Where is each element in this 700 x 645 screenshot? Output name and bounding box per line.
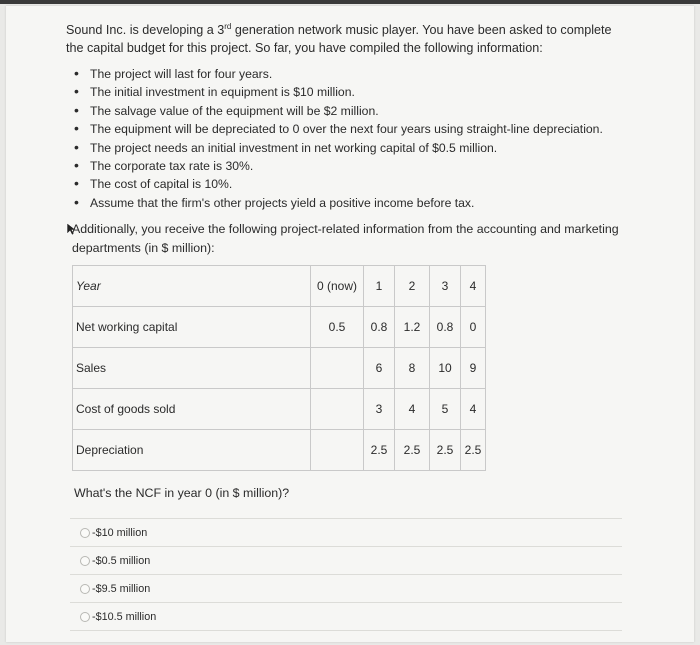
- row-label: Depreciation: [73, 430, 311, 471]
- table-cell: 0.5: [311, 307, 364, 348]
- table-cell: 2.5: [430, 430, 461, 471]
- table-header-cell: 4: [461, 266, 486, 307]
- table-cell: 1.2: [395, 307, 430, 348]
- table-cell: 3: [364, 389, 395, 430]
- table-cell: 2.5: [395, 430, 430, 471]
- answer-option[interactable]: [70, 603, 622, 631]
- radio-button[interactable]: [80, 528, 90, 538]
- intro-text-2: generation network music player. You have been asked to complete the capital budget for this project. So far, you have compiled the following information:: [66, 23, 612, 56]
- radio-button[interactable]: [80, 556, 90, 566]
- additional-info-text: Additionally, you receive the following project-related information from the accounting and marketing departments (in $ million):: [72, 222, 619, 255]
- radio-button[interactable]: [80, 584, 90, 594]
- intro-text-1: Sound Inc. is developing a 3: [66, 23, 225, 38]
- row-label: Net working capital: [73, 307, 311, 348]
- option-label[interactable]: -$0.5 million: [92, 555, 151, 567]
- answer-option[interactable]: [70, 518, 622, 547]
- table-cell: 9: [461, 348, 486, 389]
- project-data-table: [72, 265, 486, 471]
- radio-button[interactable]: [80, 612, 90, 622]
- question-text: What's the NCF in year 0 (in $ million)?: [74, 486, 290, 500]
- bullet-item: • The cost of capital is 10%.: [74, 174, 603, 192]
- table-cell: [311, 389, 364, 430]
- table-row: [73, 348, 486, 389]
- answer-option[interactable]: [70, 547, 622, 575]
- table-header-cell: 2: [395, 266, 430, 307]
- table-header-cell: 1: [364, 266, 395, 307]
- table-cell: 8: [395, 348, 430, 389]
- table-header-year: Year: [73, 266, 311, 307]
- table-cell: 10: [430, 348, 461, 389]
- intro-superscript: rd: [224, 22, 232, 31]
- table-cell: 4: [395, 389, 430, 430]
- top-edge: [0, 0, 700, 4]
- table-row: [73, 307, 486, 348]
- table-header-cell: 0 (now): [311, 266, 364, 307]
- info-bullet-list: [74, 64, 603, 211]
- row-label: Cost of goods sold: [73, 389, 311, 430]
- option-label[interactable]: -$9.5 million: [92, 583, 151, 595]
- bullet-item: • The corporate tax rate is 30%.: [74, 156, 603, 174]
- table-cell: 0.8: [364, 307, 395, 348]
- bullet-item: • Assume that the firm's other projects yield a positive income before tax.: [74, 193, 603, 211]
- table-row: [73, 430, 486, 471]
- row-label: Sales: [73, 348, 311, 389]
- table-cell: [311, 348, 364, 389]
- bullet-item: • The initial investment in equipment is $10 million.: [74, 82, 603, 100]
- bullet-item: • The equipment will be depreciated to 0 over the next four years using straight-line depreciation.: [74, 119, 603, 137]
- bullet-item: • The salvage value of the equipment will be $2 million.: [74, 101, 603, 119]
- table-cell: 5: [430, 389, 461, 430]
- bullet-item: • The project needs an initial investment in net working capital of $0.5 million.: [74, 138, 603, 156]
- table-cell: 6: [364, 348, 395, 389]
- table-header-row: [73, 266, 486, 307]
- answer-options: [70, 518, 622, 631]
- answer-option[interactable]: [70, 575, 622, 603]
- table-cell: [311, 430, 364, 471]
- table-cell: 0.8: [430, 307, 461, 348]
- table-header-cell: 3: [430, 266, 461, 307]
- table-cell: 4: [461, 389, 486, 430]
- table-cell: 2.5: [364, 430, 395, 471]
- intro-paragraph: [66, 18, 626, 57]
- option-label[interactable]: -$10.5 million: [92, 611, 157, 623]
- bullet-item: • The project will last for four years.: [74, 64, 603, 82]
- table-row: [73, 389, 486, 430]
- table-cell: 0: [461, 307, 486, 348]
- option-label[interactable]: -$10 million: [92, 527, 148, 539]
- table-cell: 2.5: [461, 430, 486, 471]
